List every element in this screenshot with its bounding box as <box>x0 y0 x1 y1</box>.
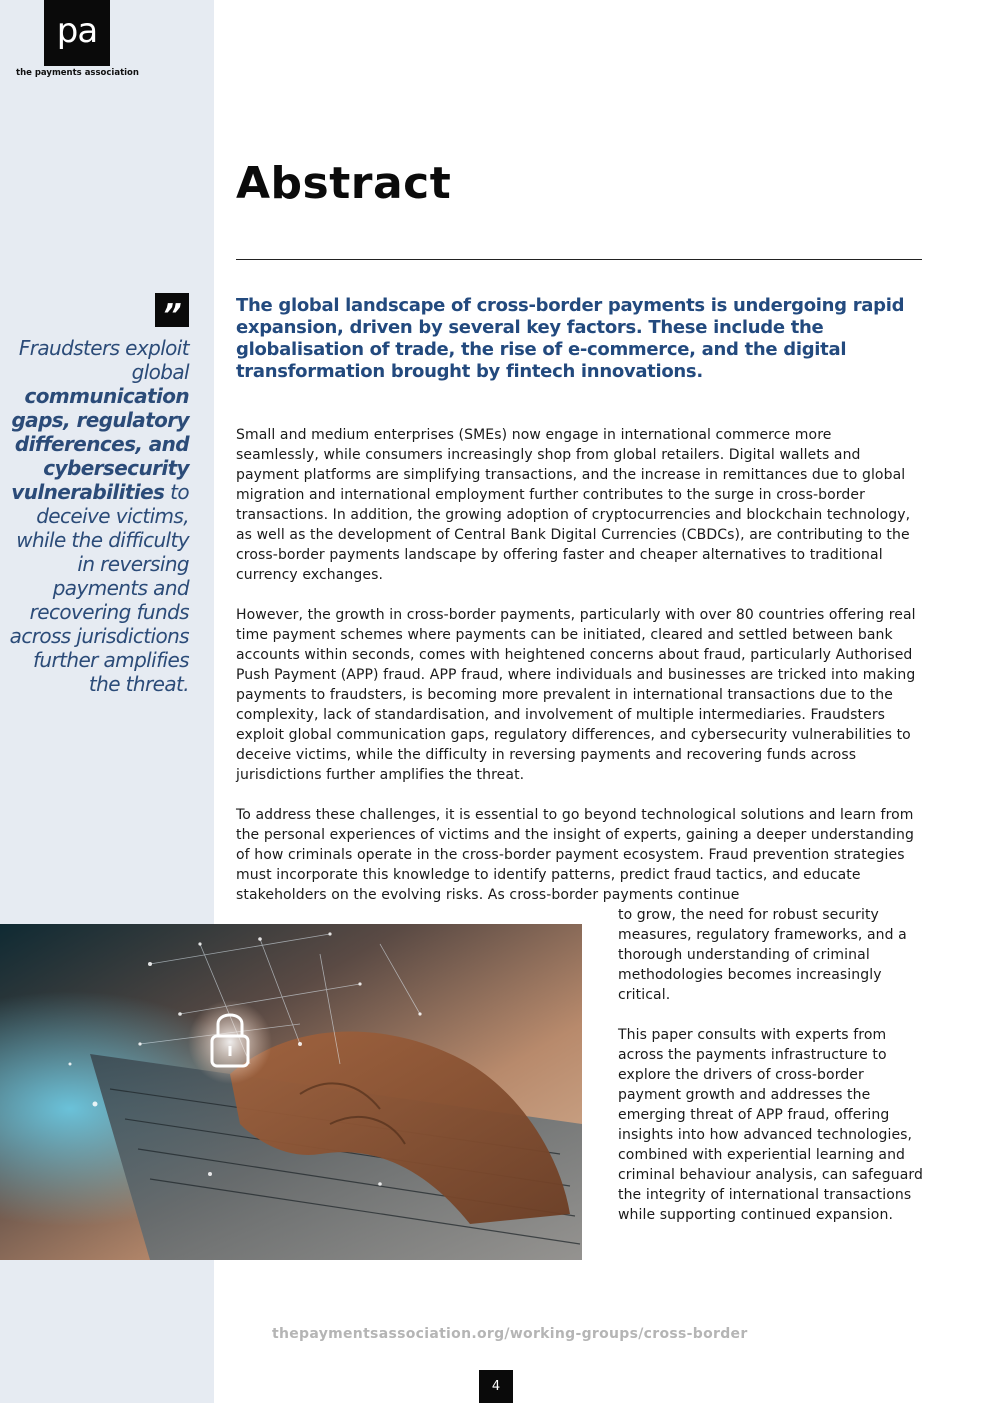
lead-paragraph: The global landscape of cross-border payments is undergoing rapid expansion, driven by several key factors. These include the globalisation of trade, the rise of e-commerce, and the digital transformation brought by fintech innovations. <box>236 295 905 382</box>
body-paragraph-2: However, the growth in cross-border payments, particularly with over 80 countries offering real time payment schemes where payments can be initiated, cleared and settled between bank accounts within seconds, comes with heightened concerns about fraud, particularly Authorised Push Payment (APP) fraud. APP fraud, where individuals and businesses are tricked into making payments to fraudsters, is becoming more prevalent in international transactions due to the complexity, lack of standardisation, and involvement of multiple intermediaries. Fraudsters exploit global communication gaps, regulatory differences, and cybersecurity vulnerabilities to deceive victims, while the difficulty in reversing payments and recovering funds across jurisdictions further amplifies the threat. <box>236 607 916 783</box>
title-divider <box>236 259 922 260</box>
footer-url-link[interactable]: thepaymentsassociation.org/working-groups/cross-border <box>272 1326 748 1342</box>
body-paragraph-4: to grow, the need for robust security measures, regulatory frameworks, and a thorough understanding of criminal methodologies becomes increasingly critical. <box>618 907 907 1003</box>
page-title: Abstract <box>236 158 452 209</box>
pull-quote-emphasis: communication gaps, regulatory differences, and cybersecurity vulnerabilities <box>11 384 189 504</box>
pull-quote <box>4 336 189 696</box>
body-paragraph-3: To address these challenges, it is essential to go beyond technological solutions and learn from the personal experiences of victims and the insight of experts, gaining a deeper understanding of how criminals operate in the cross-border payment ecosystem. Fraud prevention strategies must incorporate this knowledge to identify patterns, predict fraud tactics, and educate stakeholders on the evolving risks. As cross-border payments continue <box>236 807 914 903</box>
body-paragraph-5: This paper consults with experts from across the payments infrastructure to explore the drivers of cross-border payment growth and addresses the emerging threat of APP fraud, offering insights into how advanced technologies, combined with experiential learning and criminal behaviour analysis, can safeguard the integrity of international transactions while supporting continued expansion. <box>618 1027 923 1223</box>
laptop-security-photo <box>0 924 582 1260</box>
pull-quote-outro: to deceive victims, while the difficulty in reversing payments and recovering funds across jurisdictions further amplifies the threat. <box>9 480 189 696</box>
pull-quote-intro: Fraudsters exploit global <box>18 336 189 384</box>
logo-text: the payments association <box>16 68 139 78</box>
quote-mark-icon: ” <box>155 293 189 327</box>
logo-mark: pa <box>56 11 98 51</box>
logo[interactable] <box>44 0 110 66</box>
page-number: 4 <box>479 1370 513 1403</box>
body-paragraph-1: Small and medium enterprises (SMEs) now engage in international commerce more seamlessly, while consumers increasingly shop from global retailers. Digital wallets and payment platforms are simplifying transactions, and the increase in remittances due to global migration and international employment further contributes to the surge in cross-border transactions. In addition, the growing adoption of cryptocurrencies and blockchain technology, as well as the development of Central Bank Digital Currencies (CBDCs), are contributing to the cross-border payments landscape by offering faster and cheaper alternatives to traditional currency exchanges. <box>236 427 911 583</box>
